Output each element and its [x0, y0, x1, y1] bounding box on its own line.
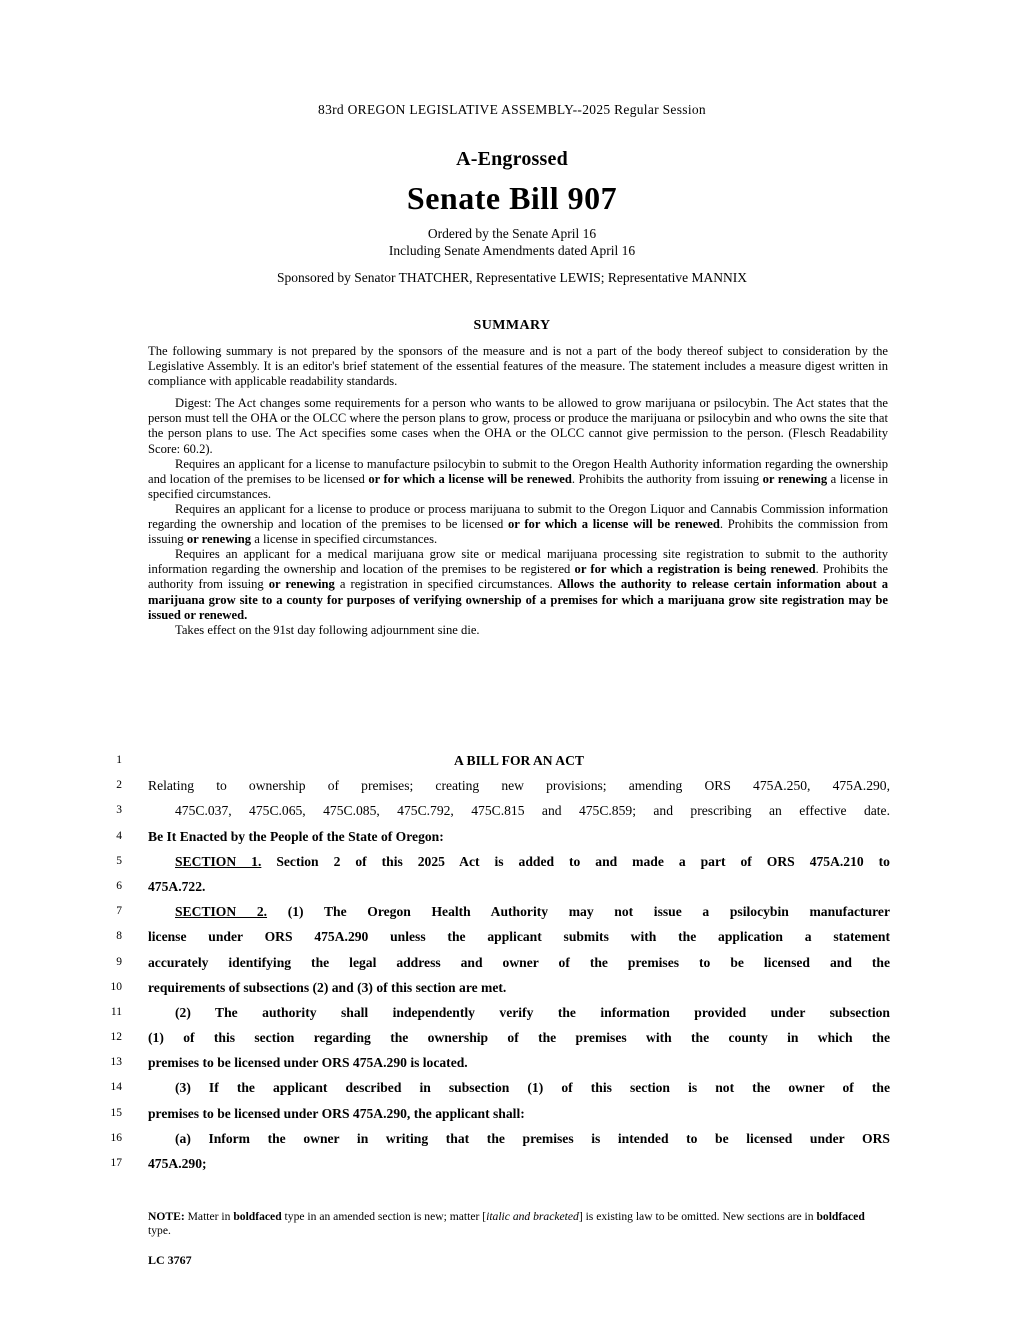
bill-line-text: requirements of subsections (2) and (3) of this section are met.: [148, 979, 507, 995]
psilocybin-text-1: Requires an applicant for a license to manufacture psilocybin to submit to the Oregon Health Authority information regarding the ownership and location of the premises to be licensed: [148, 456, 888, 486]
note-block: [148, 1210, 888, 1239]
line-number: 13: [110, 1056, 122, 1069]
marijuana-text-1: Requires an applicant for a license to produce or process marijuana to submit to the Oregon Liquor and Cannabis Commission information regarding the ownership and location of the premises to be licensed: [148, 501, 888, 532]
assembly-session-line: 83rd OREGON LEGISLATIVE ASSEMBLY--2025 Regular Session: [318, 102, 706, 117]
bill-line-text: 475C.037, 475C.065, 475C.085, 475C.792, 475C.815 and 475C.859; and prescribing an effective date.: [175, 803, 890, 819]
summary-heading: SUMMARY: [473, 318, 551, 333]
bill-line: [0, 1126, 1024, 1151]
line-number: 9: [116, 955, 122, 968]
lc-number: LC 3767: [148, 1253, 192, 1267]
summary-effective-date: Takes effect on the 91st day following adjournment sine die.: [175, 622, 480, 637]
line-number: 11: [110, 1005, 122, 1018]
bill-line: [0, 798, 1024, 823]
bill-act-heading: A BILL FOR AN ACT: [454, 753, 584, 768]
bill-line-text: license under ORS 475A.290 unless the applicant submits with the application a statement: [148, 929, 890, 945]
bill-line: [0, 874, 1024, 899]
bill-body: [0, 748, 1024, 1176]
note-bold-1: boldfaced: [233, 1210, 282, 1223]
bill-line: [0, 1050, 1024, 1075]
bill-line: [0, 975, 1024, 1000]
line-number: 5: [116, 854, 122, 867]
bill-line-text: 475A.722.: [148, 878, 206, 894]
bill-line: [0, 849, 1024, 874]
medical-bold-1: or for which a registration is being renewed: [574, 562, 816, 577]
ordered-block: [0, 225, 1024, 259]
bill-line: [0, 1000, 1024, 1025]
bill-line: [0, 1025, 1024, 1050]
line-number: 7: [116, 905, 122, 918]
line-number: 16: [110, 1131, 122, 1144]
page-title: Senate Bill 907: [406, 180, 618, 216]
bill-line-text: (1) of this section regarding the ownership of the premises with the county in which the: [148, 1030, 890, 1046]
note-label: NOTE:: [148, 1210, 185, 1223]
ordered-line-2: Including Senate Amendments dated April 16: [388, 243, 636, 258]
bill-line: [0, 950, 1024, 975]
line-number: 3: [116, 804, 122, 817]
summary-paragraph-marijuana: [148, 502, 888, 547]
section-1-label: SECTION 1.: [175, 853, 262, 869]
summary-digest: Digest: The Act changes some requirements for a person who wants to be allowed to grow marijuana or psilocybin. The Act states that the person must tell the OHA or the OLCC where the person plans to grow, process or produce the marijuana or psilocybin and who owns the site that the person plans to use. The Act specifies some cases when the OHA or the OLCC cannot give permission to the person. (Flesch Readability Score: 60.2).: [148, 396, 888, 456]
section-2-label: SECTION 2.: [175, 904, 268, 920]
bill-line: [0, 1151, 1024, 1176]
bill-line-text: premises to be licensed under ORS 475A.290 is located.: [148, 1055, 468, 1071]
bill-line-text: Relating to ownership of premises; creating new provisions; amending ORS 475A.250, 475A.290,: [148, 778, 890, 794]
summary-paragraph-medical: [148, 547, 888, 622]
line-number: 17: [110, 1157, 122, 1169]
marijuana-bold-2: or renewing: [186, 532, 252, 547]
medical-bold-2: or renewing: [268, 577, 335, 592]
summary-disclaimer: The following summary is not prepared by the sponsors of the measure and is not a part of the body thereof subject to consideration by the Legislative Assembly. It is an editor's brief statement of the essential features of the measure. The statement includes a measure digest written in compliance with applicable readability standards.: [148, 344, 888, 389]
bill-line: [0, 899, 1024, 924]
bill-line: [0, 773, 1024, 798]
sponsors-line: Sponsored by Senator THATCHER, Representative LEWIS; Representative MANNIX: [277, 270, 747, 285]
line-number: 8: [116, 930, 122, 943]
line-number: 4: [116, 829, 122, 842]
bill-line: [0, 924, 1024, 949]
note-text-2: type in an amended section is new; matter [: [281, 1210, 487, 1223]
note-text-4: type.: [148, 1224, 171, 1238]
psilocybin-bold-1: or for which a license will be renewed: [368, 471, 572, 486]
paragraph-a-text: (a) Inform the owner in writing that the premises is intended to be licensed under ORS: [175, 1130, 890, 1146]
psilocybin-bold-2: or renewing: [762, 471, 828, 486]
medical-text-3: a registration in specified circumstances.: [334, 577, 558, 592]
bill-line: [0, 1075, 1024, 1100]
note-text-1: Matter in: [184, 1210, 234, 1223]
bill-line: [0, 1101, 1024, 1126]
ordered-line-1: Ordered by the Senate April 16: [427, 226, 597, 241]
line-number: 10: [110, 980, 122, 993]
bill-line-text: accurately identifying the legal address and owner of the premises to be licensed and the: [148, 954, 890, 970]
section-1-text: Section 2 of this 2025 Act is added to and made a part of ORS 475A.210 to: [276, 853, 890, 869]
note-italic: italic and bracketed: [486, 1210, 579, 1223]
line-number: 12: [110, 1031, 122, 1044]
medical-text-2: . Prohibits the authority from issuing: [148, 562, 888, 592]
line-number: 2: [116, 779, 122, 792]
subsection-2-text: (2) The authority shall independently verify the information provided under subsection: [175, 1004, 890, 1020]
line-number: 1: [116, 754, 122, 766]
marijuana-text-2: . Prohibits the commission from issuing: [148, 517, 888, 547]
marijuana-text-3: a license in specified circumstances.: [251, 532, 438, 547]
enacting-clause: Be It Enacted by the People of the State of Oregon:: [148, 828, 444, 844]
engrossed-label: A-Engrossed: [456, 148, 568, 170]
bill-line-text: premises to be licensed under ORS 475A.290, the applicant shall:: [148, 1105, 525, 1121]
psilocybin-text-3: a license in specified circumstances.: [148, 471, 889, 501]
marijuana-bold-1: or for which a license will be renewed: [507, 517, 720, 532]
summary-paragraph-psilocybin: [148, 457, 888, 502]
bill-line: [0, 748, 1024, 773]
section-2-text: (1) The Oregon Health Authority may not issue a psilocybin manufacturer: [287, 904, 890, 920]
line-number: 14: [110, 1081, 122, 1094]
subsection-3-text: (3) If the applicant described in subsection (1) of this section is not the owner of the: [175, 1080, 890, 1096]
summary-body: [148, 344, 888, 638]
note-text-3: ] is existing law to be omitted. New sections are in: [578, 1210, 817, 1223]
bill-line: [0, 824, 1024, 849]
line-number: 6: [116, 879, 122, 892]
bill-line-text: 475A.290;: [148, 1156, 207, 1171]
note-bold-2: boldfaced: [816, 1210, 865, 1223]
medical-text-1: Requires an applicant for a medical marijuana grow site or medical marijuana processing site registration to submit to the authority information regarding the ownership and location of the premises to be registered: [148, 547, 888, 577]
line-number: 15: [110, 1106, 122, 1119]
psilocybin-text-2: . Prohibits the authority from issuing: [571, 471, 763, 486]
medical-bold-3: Allows the authority to release certain information about a marijuana grow site to a county for purposes of verifying ownership of a premises for which a marijuana grow site registration may be issued or renewed.: [148, 577, 888, 622]
